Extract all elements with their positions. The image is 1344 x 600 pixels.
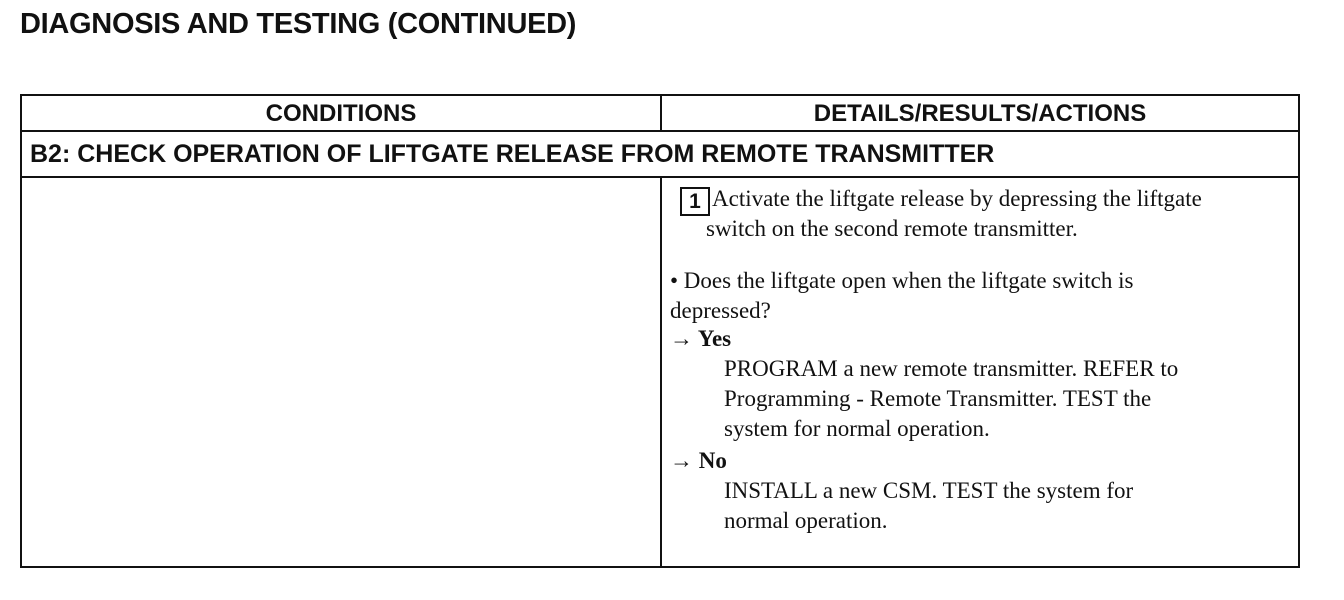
step-body-row [22, 178, 1298, 566]
no-action [724, 476, 1284, 536]
no-answer-label [670, 446, 727, 476]
question-line-2: depressed? [670, 298, 771, 323]
no-label: No [698, 448, 727, 473]
details-header: DETAILS/RESULTS/ACTIONS [813, 100, 1147, 127]
diagnosis-table [20, 94, 1300, 568]
step-question [670, 266, 1280, 326]
yes-arrow-icon: → [670, 326, 693, 351]
instruction-line-1: Activate the liftgate release by depressing the liftgate [712, 186, 1202, 211]
yes-action-line-2: Programming - Remote Transmitter. TEST the [724, 386, 1152, 411]
step-instruction [680, 184, 1286, 244]
yes-action [724, 354, 1284, 444]
step-number-box: 1 [680, 187, 710, 216]
step-title: B2: CHECK OPERATION OF LIFTGATE RELEASE FROM REMOTE TRANSMITTER [30, 140, 995, 168]
no-arrow-icon: → [670, 448, 693, 473]
details-cell [662, 178, 1298, 566]
page-title: DIAGNOSIS AND TESTING (CONTINUED) [20, 8, 577, 40]
conditions-cell [22, 178, 662, 566]
instruction-line-2: switch on the second remote transmitter. [706, 216, 1078, 241]
yes-action-line-3: system for normal operation. [724, 416, 990, 441]
no-action-line-1: INSTALL a new CSM. TEST the system for [724, 478, 1134, 503]
yes-answer-label [670, 324, 731, 354]
conditions-header: CONDITIONS [22, 96, 662, 130]
question-line-1: • Does the liftgate open when the liftgate switch is [670, 268, 1134, 293]
step-title-row [22, 132, 1298, 178]
yes-action-line-1: PROGRAM a new remote transmitter. REFER to [724, 356, 1179, 381]
no-action-line-2: normal operation. [724, 508, 888, 533]
yes-label: Yes [697, 326, 732, 351]
table-header-row [22, 96, 1298, 132]
